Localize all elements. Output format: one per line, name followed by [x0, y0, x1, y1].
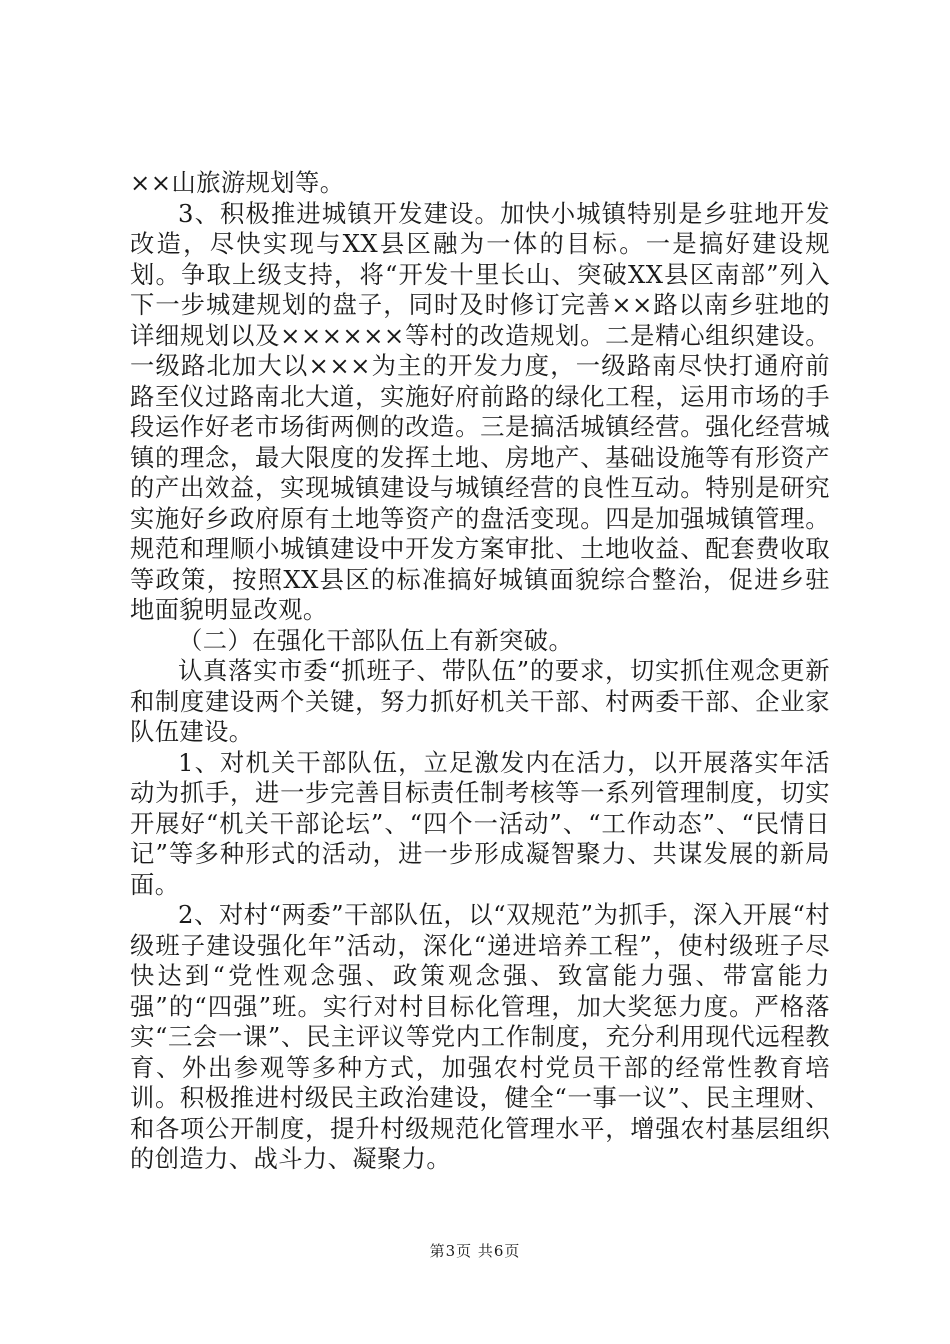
page-footer: 第3页 共6页 [429, 1242, 521, 1260]
paragraph: 1、对机关干部队伍，立足激发内在活力，以开展落实年活动为抓手，进一步完善目标责任制考核等一系列管理制度，切实开展好“机关干部论坛”、“四个一活动”、“工作动态”、“民情日记”等多种形式的活动，进一步形成凝智聚力、共谋发展的新局面。 [130, 747, 830, 899]
section-heading: （二）在强化干部队伍上有新突破。 [178, 625, 574, 655]
paragraph: ××山旅游规划等。 [130, 168, 345, 197]
document-body [130, 168, 830, 1175]
paragraph: 认真落实市委“抓班子、带队伍”的要求，切实抓住观念更新和制度建设两个关键，努力抓好机关干部、村两委干部、企业家队伍建设。 [130, 656, 830, 746]
paragraph: 3、积极推进城镇开发建设。加快小城镇特别是乡驻地开发改造，尽快实现与XX县区融为一体的目标。一是搞好建设规划。争取上级支持，将“开发十里长山、突破XX县区南部”列入下一步城建规划的盘子，同时及时修订完善××路以南乡驻地的详细规划以及××××××等村的改造规划。二是精心组织建设。一级路北加大以×××为主的开发力度，一级路南尽快打通府前路至仪过路南北大道，实施好府前路的绿化工程，运用市场的手段运作好老市场街两侧的改造。三是搞活城镇经营。强化经营城镇的理念，最大限度的发挥土地、房地产、基础设施等有形资产的产出效益，实现城镇建设与城镇经营的良性互动。特别是研究实施好乡政府原有土地等资产的盘活变现。四是加强城镇管理。规范和理顺小城镇建设中开发方案审批、土地收益、配套费收取等政策，按照XX县区的标准搞好城镇面貌综合整治，促进乡驻地面貌明显改观。 [130, 198, 830, 624]
paragraph: 2、对村“两委”干部队伍，以“双规范”为抓手，深入开展“村级班子建设强化年”活动，深化“递进培养工程”，使村级班子尽快达到“党性观念强、政策观念强、致富能力强、带富能力强”的“四强”班。实行对村目标化管理，加大奖惩力度。严格落实“三会一课”、民主评议等党内工作制度，充分利用现代远程教育、外出参观等多种方式，加强农村党员干部的经常性教育培训。积极推进村级民主政治建设，健全“一事一议”、民主理财、和各项公开制度，提升村级规范化管理水平，增强农村基层组织的创造力、战斗力、凝聚力。 [130, 900, 830, 1173]
